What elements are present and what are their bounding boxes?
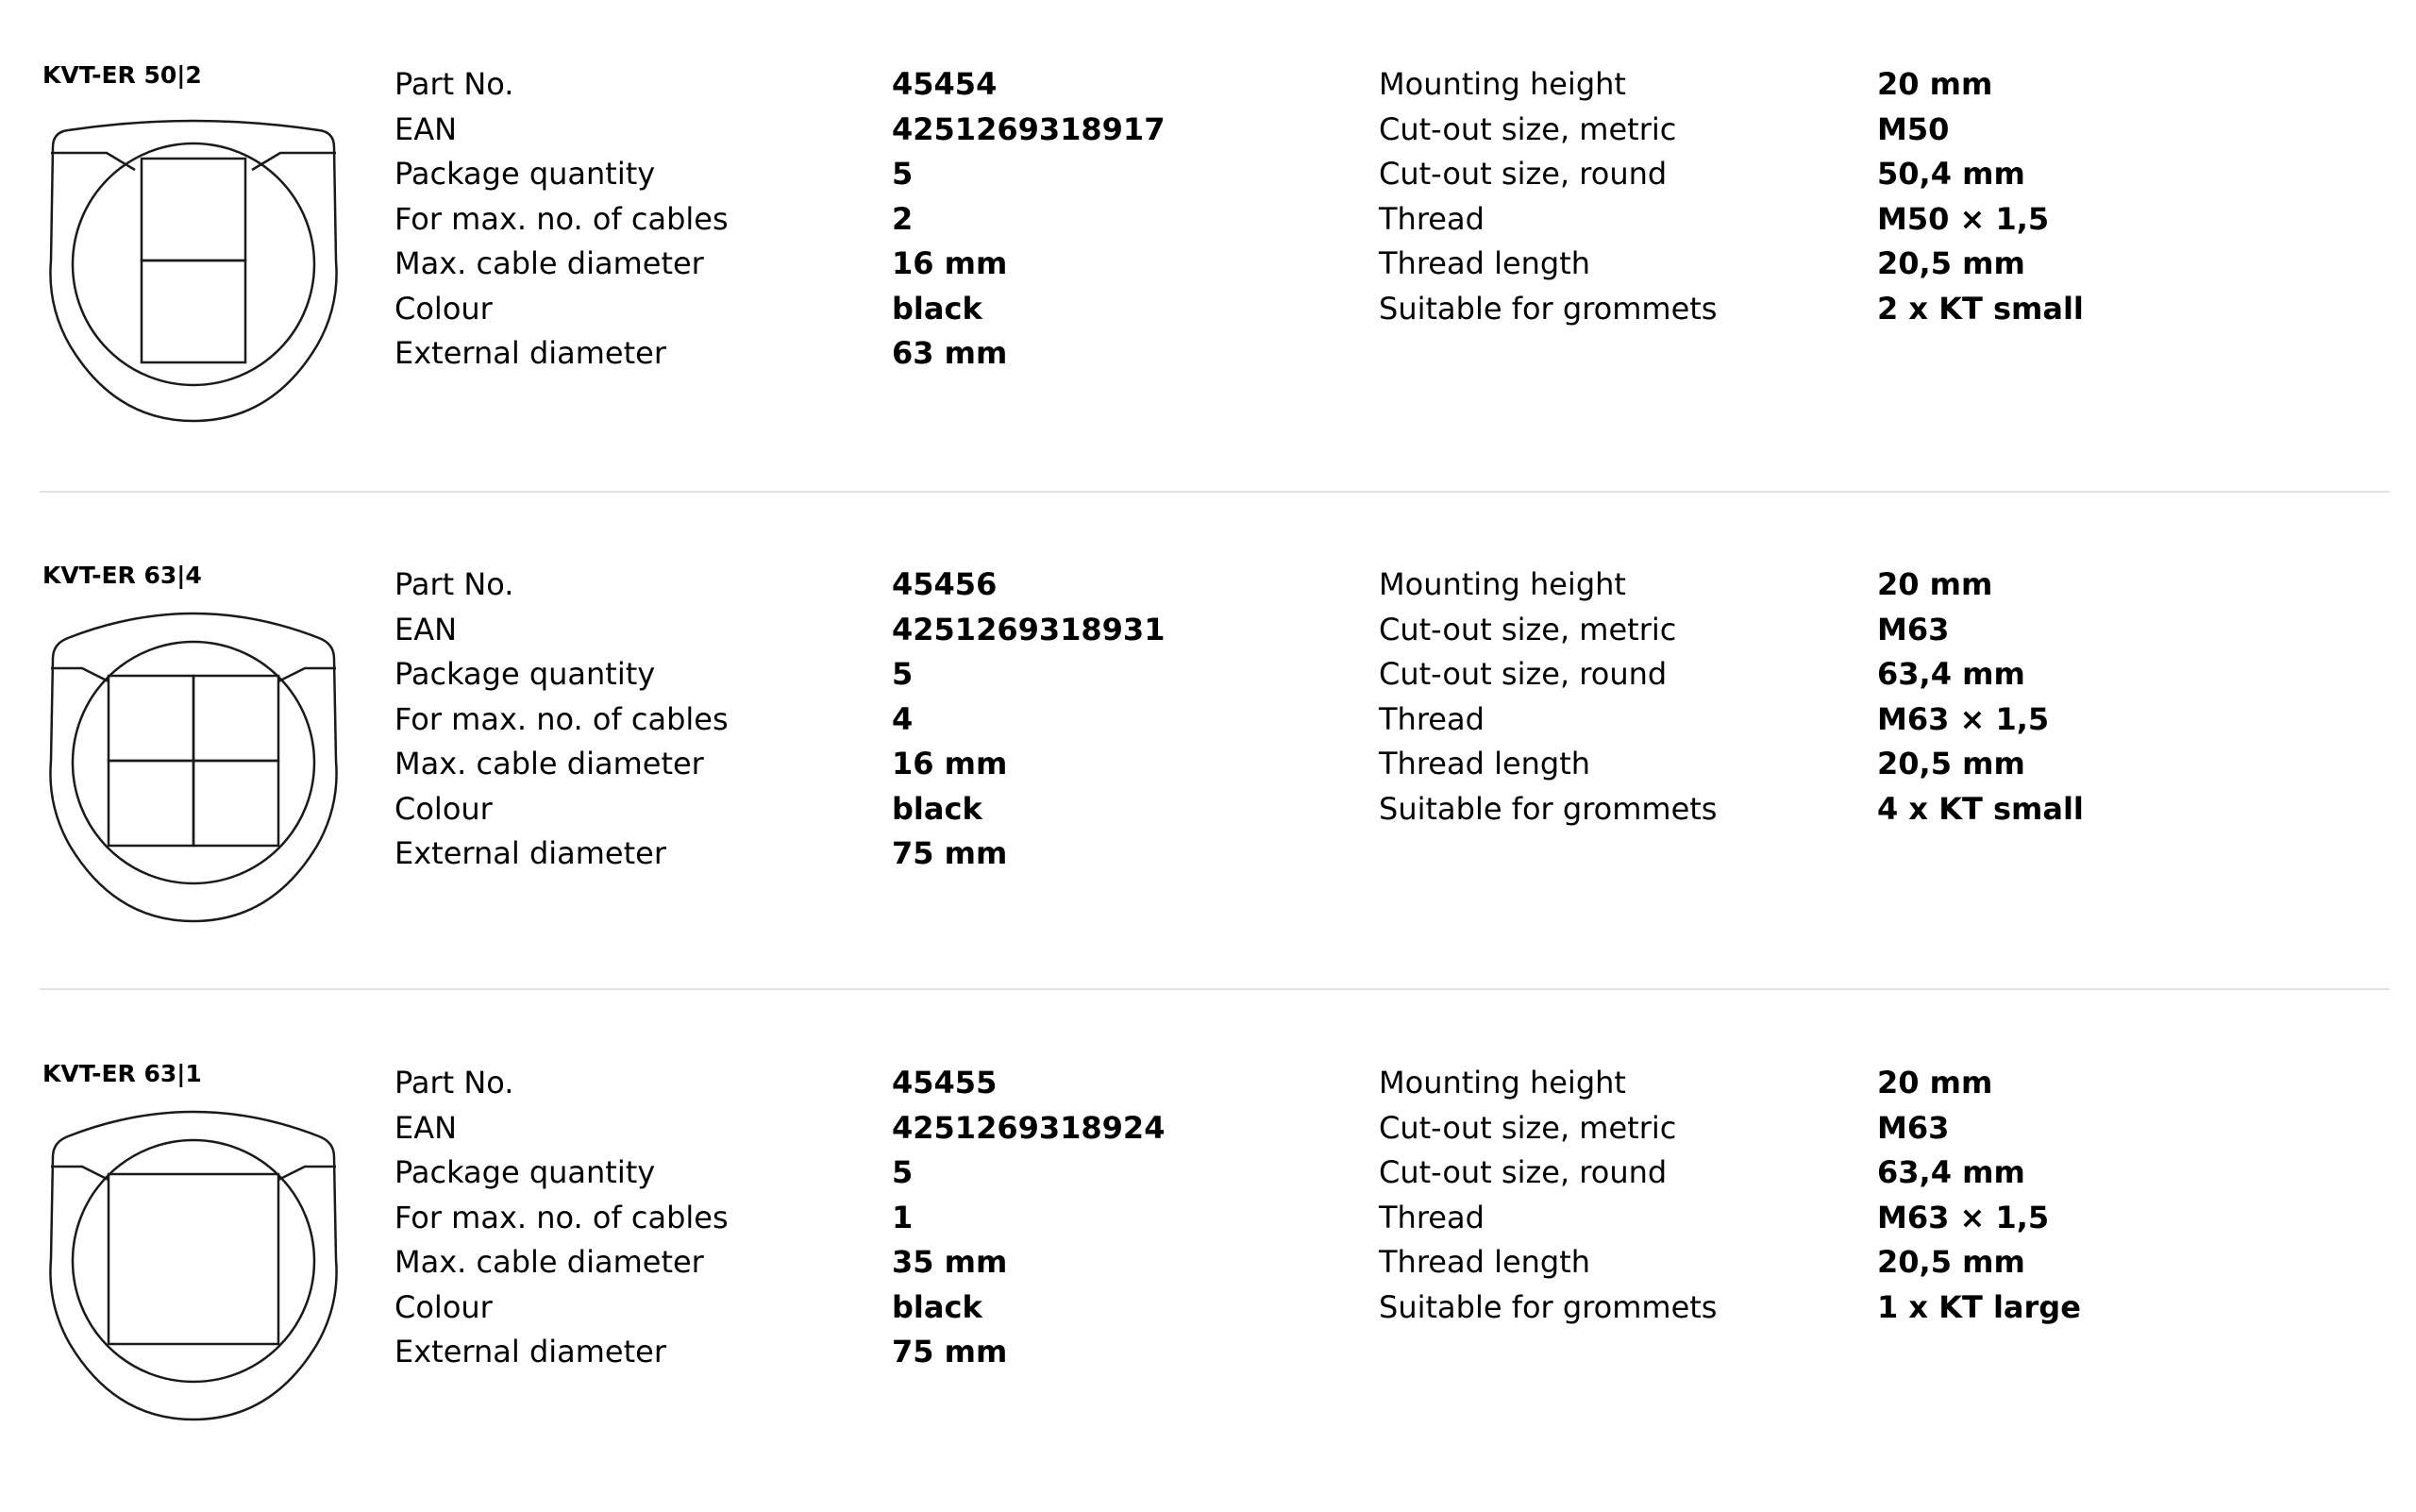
spec-value: 20 mm — [1877, 1065, 1993, 1100]
spec-value: 20,5 mm — [1877, 746, 2025, 781]
spec-label: For max. no. of cables — [394, 700, 729, 737]
spec-value: M63 — [1877, 611, 1950, 647]
spec-label: Package quantity — [394, 156, 656, 192]
spec-label: Mounting height — [1379, 566, 1626, 602]
spec-label: Cut-out size, round — [1379, 156, 1668, 192]
spec-value: M63 × 1,5 — [1877, 1199, 2050, 1235]
spec-value: 20 mm — [1877, 66, 1993, 102]
section-divider — [40, 988, 2390, 990]
spec-labels-right — [1379, 563, 1717, 832]
spec-label: EAN — [394, 110, 458, 147]
spec-label: Suitable for grommets — [1379, 1288, 1718, 1325]
spec-labels-left — [394, 563, 729, 877]
spec-values-left — [892, 563, 1165, 877]
product-name: KVT-ER 63|4 — [42, 562, 202, 589]
spec-label: External diameter — [394, 335, 666, 371]
spec-value: 1 x KT large — [1877, 1288, 2081, 1325]
spec-label: Cut-out size, round — [1379, 656, 1668, 692]
product-card — [0, 561, 2416, 1014]
spec-label: Package quantity — [394, 656, 656, 692]
spec-value: 45454 — [892, 66, 998, 102]
section-divider — [40, 491, 2390, 493]
spec-value: 20,5 mm — [1877, 1244, 2025, 1280]
spec-label: Max. cable diameter — [394, 746, 704, 781]
spec-value: 63 mm — [892, 335, 1008, 371]
product-card — [0, 60, 2416, 513]
spec-label: Cut-out size, metric — [1379, 611, 1677, 647]
spec-value: 20,5 mm — [1877, 245, 2025, 281]
product-card — [0, 1059, 2416, 1512]
spec-value: 16 mm — [892, 245, 1008, 281]
spec-value: 1 — [892, 1199, 914, 1235]
spec-value: M50 × 1,5 — [1877, 200, 2050, 237]
spec-value: 16 mm — [892, 746, 1008, 781]
spec-label: Thread length — [1379, 245, 1591, 281]
spec-values-right — [1877, 563, 2084, 832]
spec-label: For max. no. of cables — [394, 200, 729, 237]
spec-value: 45456 — [892, 566, 998, 602]
spec-label: Mounting height — [1379, 66, 1626, 102]
cable-entry-4-square-insets-drawing — [38, 610, 349, 931]
spec-label: Part No. — [394, 566, 514, 602]
spec-value: 5 — [892, 656, 914, 692]
spec-label: Mounting height — [1379, 1065, 1626, 1100]
product-name: KVT-ER 63|1 — [42, 1060, 202, 1087]
spec-values-left — [892, 1061, 1165, 1375]
spec-value: 35 mm — [892, 1244, 1008, 1280]
spec-label: Thread — [1379, 700, 1485, 737]
spec-value: 75 mm — [892, 835, 1008, 871]
spec-label: Part No. — [394, 66, 514, 102]
spec-value: 63,4 mm — [1877, 1154, 2025, 1190]
spec-label: For max. no. of cables — [394, 1199, 729, 1235]
spec-label: Colour — [394, 1288, 493, 1325]
spec-label: Suitable for grommets — [1379, 290, 1718, 327]
spec-label: Colour — [394, 290, 493, 327]
spec-label: Max. cable diameter — [394, 1244, 704, 1280]
spec-value: black — [892, 1288, 982, 1325]
spec-value: 45455 — [892, 1065, 998, 1100]
spec-value: black — [892, 290, 982, 327]
spec-value: 2 x KT small — [1877, 290, 2084, 327]
spec-label: Cut-out size, metric — [1379, 1109, 1677, 1146]
spec-label: Thread length — [1379, 746, 1591, 781]
spec-values-right — [1877, 1061, 2081, 1330]
spec-labels-right — [1379, 1061, 1717, 1330]
spec-value: 20 mm — [1877, 566, 1993, 602]
spec-value: M50 — [1877, 110, 1950, 147]
spec-labels-right — [1379, 62, 1717, 331]
spec-value: 4251269318917 — [892, 110, 1166, 147]
spec-label: EAN — [394, 1109, 458, 1146]
spec-value: 75 mm — [892, 1334, 1008, 1369]
spec-label: External diameter — [394, 1334, 666, 1369]
spec-label: External diameter — [394, 835, 666, 871]
spec-value: M63 — [1877, 1109, 1950, 1146]
spec-label: Suitable for grommets — [1379, 790, 1718, 827]
spec-label: Max. cable diameter — [394, 245, 704, 281]
cable-entry-1-square-inset-drawing — [38, 1108, 349, 1429]
spec-values-right — [1877, 62, 2084, 331]
spec-label: Cut-out size, metric — [1379, 110, 1677, 147]
spec-label: Cut-out size, round — [1379, 1154, 1668, 1190]
spec-label: Thread — [1379, 200, 1485, 237]
product-name: KVT-ER 50|2 — [42, 61, 202, 89]
spec-value: 4 — [892, 700, 914, 737]
spec-label: Package quantity — [394, 1154, 656, 1190]
spec-value: 50,4 mm — [1877, 156, 2025, 192]
spec-label: Thread — [1379, 1199, 1485, 1235]
cable-entry-2-square-insets-drawing — [38, 109, 349, 430]
spec-value: 4251269318931 — [892, 611, 1166, 647]
spec-value: M63 × 1,5 — [1877, 700, 2050, 737]
spec-value: 4251269318924 — [892, 1109, 1166, 1146]
spec-value: 4 x KT small — [1877, 790, 2084, 827]
spec-value: 5 — [892, 1154, 914, 1190]
spec-value: 63,4 mm — [1877, 656, 2025, 692]
spec-value: 2 — [892, 200, 914, 237]
spec-label: EAN — [394, 611, 458, 647]
spec-label: Part No. — [394, 1065, 514, 1100]
spec-labels-left — [394, 62, 729, 377]
spec-value: 5 — [892, 156, 914, 192]
spec-values-left — [892, 62, 1165, 377]
spec-labels-left — [394, 1061, 729, 1375]
spec-value: black — [892, 790, 982, 827]
spec-label: Thread length — [1379, 1244, 1591, 1280]
spec-label: Colour — [394, 790, 493, 827]
